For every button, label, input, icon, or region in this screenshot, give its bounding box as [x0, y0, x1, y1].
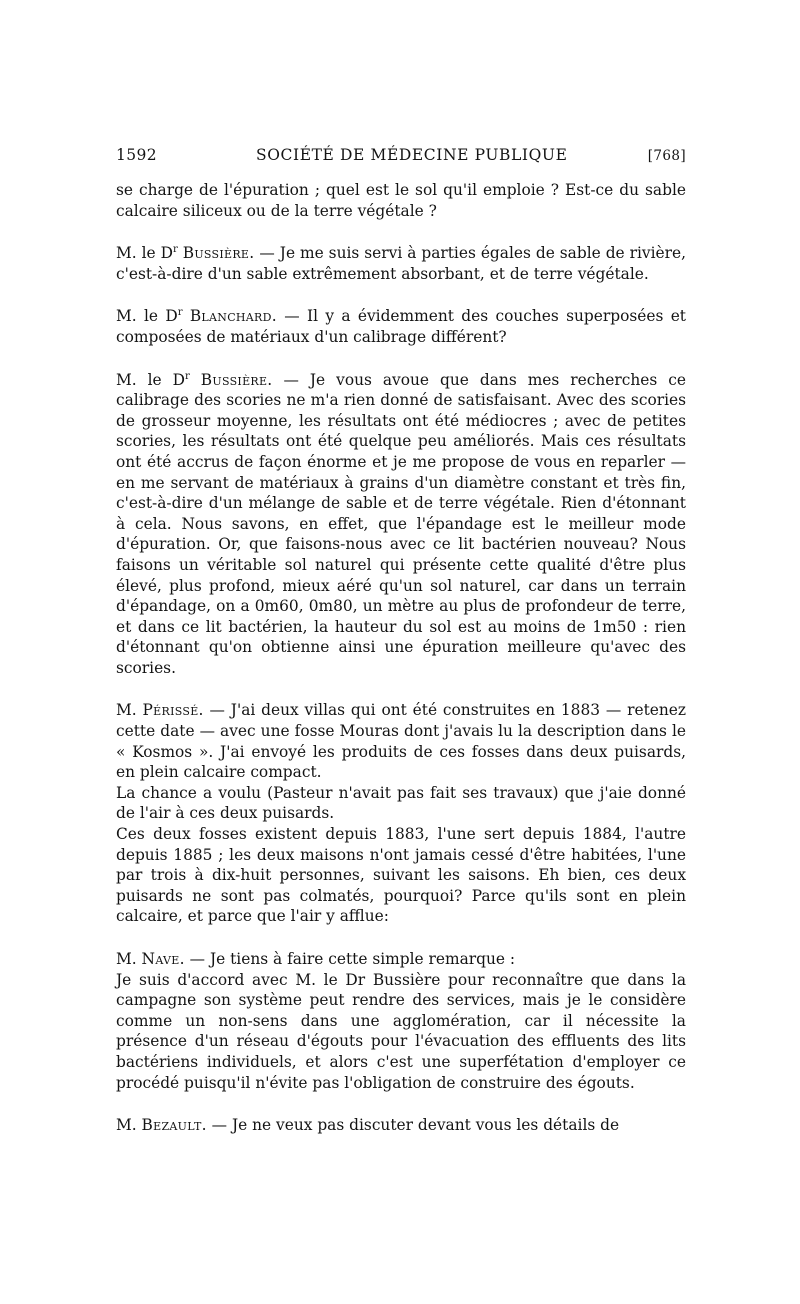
page-number: 1592 [116, 146, 158, 164]
speaker-prefix: M. le D [116, 244, 173, 263]
paragraph [116, 970, 686, 1094]
paragraph-text: La chance a voulu (Pasteur n'avait pas fait ses travaux) que j'aie donné de l'air à ces deux puisards. [116, 783, 686, 823]
page [116, 140, 686, 1158]
paragraph [116, 306, 686, 347]
original-page-number: [768] [647, 148, 686, 164]
doctor-abbrev-sup: r [185, 370, 190, 382]
paragraph-text: — Je vous avoue que dans mes recherches ce calibrage des scories ne m'a rien donné de satisfaisant. Avec des scories de grosseur moyenne, les résultats ont été médiocres ; avec de petites scories, les résultats ont été quelque peu améliorés. Mais ces résultats ont été accrus de façon énorme et je me propose de vous en reparler — en me servant de matériaux à grains d'un diamètre constant et très fin, c'est-à-dire d'un mélange de sable et de terre végétale. Rien d'étonnant à cela. Nous savons, en effet, que l'épandage est le meilleur mode d'épuration. Or, que faisons-nous avec ce lit bactérien nouveau? Nous faisons un véritable sol naturel qui présente cette qualité d'être plus élevé, plus profond, mieux aéré qu'un sol naturel, car dans un terrain d'épandage, on a 0m60, 0m80, un mètre au plus de profondeur de terre, et dans ce lit bactérien, la hauteur du sol est au moins de 1m50 : rien d'étonnant qu'on obtienne ainsi une épuration meilleure qu'avec des scories. [116, 370, 686, 677]
paragraph [116, 783, 686, 824]
speaker-prefix: M. le D [116, 307, 178, 326]
paragraph-text: — Je me suis servi à parties égales de sable de rivière, c'est-à-dire d'un sable extrêmement absorbant, et de terre végétale. [116, 244, 686, 283]
speaker-prefix: M. [116, 950, 142, 968]
doctor-abbrev-sup: r [177, 307, 183, 319]
speaker-name: Bezault. [141, 1116, 207, 1135]
paragraph-text: — Il y a évidemment des couches superposées et composées de matériaux d'un calibrage différent? [116, 307, 686, 346]
paragraph-text: Ces deux fosses existent depuis 1883, l'une sert depuis 1884, l'autre depuis 1885 ; les deux maisons n'ont jamais cessé d'être habitées, l'une par trois à dix-huit personnes, suivant les saisons. Eh bien, ces deux puisards ne sont pas colmatés, pourquoi? Parce qu'ils sont en plein calcaire, et parce que l'air y afflue: [116, 825, 686, 926]
paragraph-text: se charge de l'épuration ; quel est le sol qu'il emploie ? Est-ce du sable calcaire siliceux ou de la terre végétale ? [116, 181, 686, 220]
paragraph-text: — Je ne veux pas discuter devant vous les détails de [206, 1116, 620, 1135]
paragraph-text: — Je tiens à faire cette simple remarque : [184, 950, 516, 968]
paragraph [116, 700, 686, 782]
paragraph [116, 949, 686, 970]
speaker-name: Bussière. [182, 244, 255, 263]
paragraph [116, 180, 686, 221]
running-title: SOCIÉTÉ DE MÉDECINE PUBLIQUE [256, 146, 568, 164]
paragraph [116, 824, 686, 927]
speaker-prefix: M. [116, 1116, 142, 1135]
speaker-prefix: M. le D [116, 370, 185, 389]
paragraph-text: Je suis d'accord avec M. le Dr Bussière pour reconnaître que dans la campagne son système peut rendre des services, mais je le considère comme un non-sens dans une agglomération, car il nécessite la présence d'un réseau d'égouts pour l'évacuation des effluents des lits bactériens individuels, et alors c'est une superfétation d'employer ce procédé puisqu'il n'évite pas l'obligation de construire des égouts. [116, 970, 686, 1092]
running-head [116, 140, 686, 166]
speaker-name: Bussière. [200, 370, 273, 389]
paragraph-text: — J'ai deux villas qui ont été construites en 1883 — retenez cette date — avec une fosse Mouras dont j'avais lu la description dans le « Kosmos ». J'ai envoyé les produits de ces fosses dans deux puisards, en plein calcaire compact. [116, 701, 686, 782]
paragraph [116, 243, 686, 284]
body-text [116, 180, 686, 1136]
paragraph [116, 1115, 686, 1136]
paragraph [116, 370, 686, 679]
speaker-prefix: M. [116, 701, 143, 720]
doctor-abbrev-sup: r [172, 244, 178, 256]
speaker-name: Nave. [141, 950, 185, 968]
speaker-name: Blanchard. [189, 307, 277, 326]
speaker-name: Périssé. [142, 701, 204, 720]
